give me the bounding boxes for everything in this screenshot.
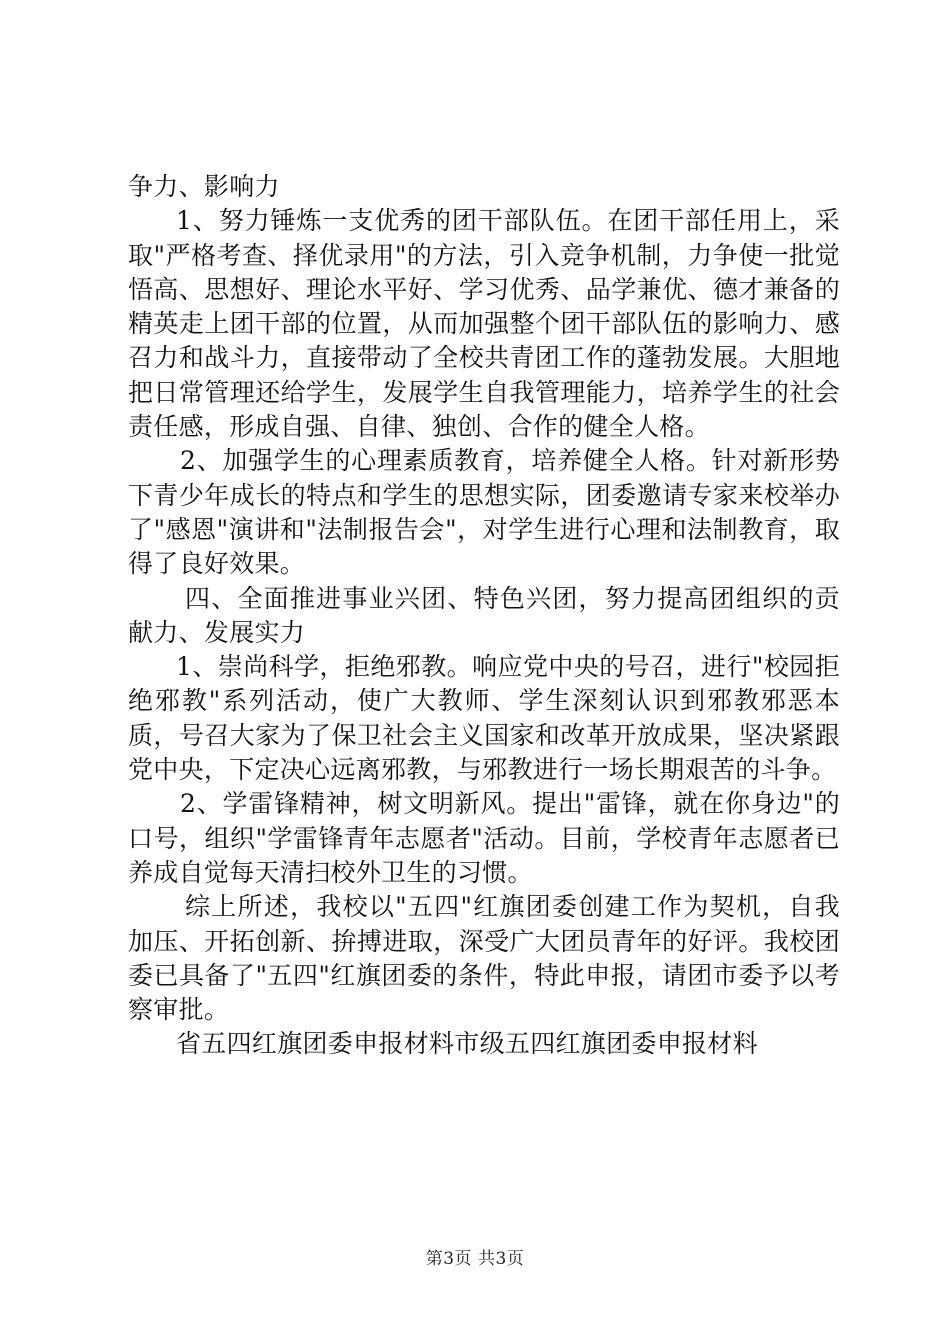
paragraph-related-titles: 省五四红旗团委申报材料市级五四红旗团委申报材料	[176, 1029, 758, 1059]
paragraph-summary: 综上所述，我校以"五四"红旗团委创建工作为契机，自我加压、开拓创新、拚搏进取，深受广大团员青年的好评。我校团委已具备了"五四"红旗团委的条件，特此申报，请团市委予以考察审批。	[128, 892, 840, 1025]
page-number-footer: 第3页 共3页	[425, 1249, 525, 1269]
paragraph-cadre-team: 1、努力锤炼一支优秀的团干部队伍。在团干部任用上，采取"严格考查、择优录用"的方法，引入竞争机制，力争使一批觉悟高、思想好、理论水平好、学习优秀、品学兼优、德才兼备的精英走上团干部的位置，从而加强整个团干部队伍的影响力、感召力和战斗力，直接带动了全校共青团工作的蓬勃发展。大胆地把日常管理还给学生，发展学生自我管理能力，培养学生的社会责任感，形成自强、自律、独创、合作的健全人格。	[128, 206, 840, 442]
paragraph-lei-feng: 2、学雷锋精神，树文明新风。提出"雷锋，就在你身边"的口号，组织"学雷锋青年志愿者"活动。目前，学校青年志愿者已养成自觉每天清扫校外卫生的习惯。	[128, 789, 840, 887]
paragraph-psychology-education: 2、加强学生的心理素质教育，培养健全人格。针对新形势下青少年成长的特点和学生的思想实际，团委邀请专家来校举办了"感恩"演讲和"法制报告会"，对学生进行心理和法制教育，取得了良好效果。	[128, 446, 840, 579]
document-body	[128, 170, 840, 1062]
paragraph-reject-cult: 1、崇尚科学，拒绝邪教。响应党中央的号召，进行"校园拒绝邪教"系列活动，使广大教师、学生深刻认识到邪教邪恶本质，号召大家为了保卫社会主义国家和改革开放成果，坚决紧跟党中央，下定决心远离邪教，与邪教进行一场长期艰苦的斗争。	[128, 652, 840, 785]
paragraph-continuation: 争力、影响力	[128, 172, 280, 201]
section-heading-four: 四、全面推进事业兴团、特色兴团，努力提高团组织的贡献力、发展实力	[128, 583, 840, 647]
